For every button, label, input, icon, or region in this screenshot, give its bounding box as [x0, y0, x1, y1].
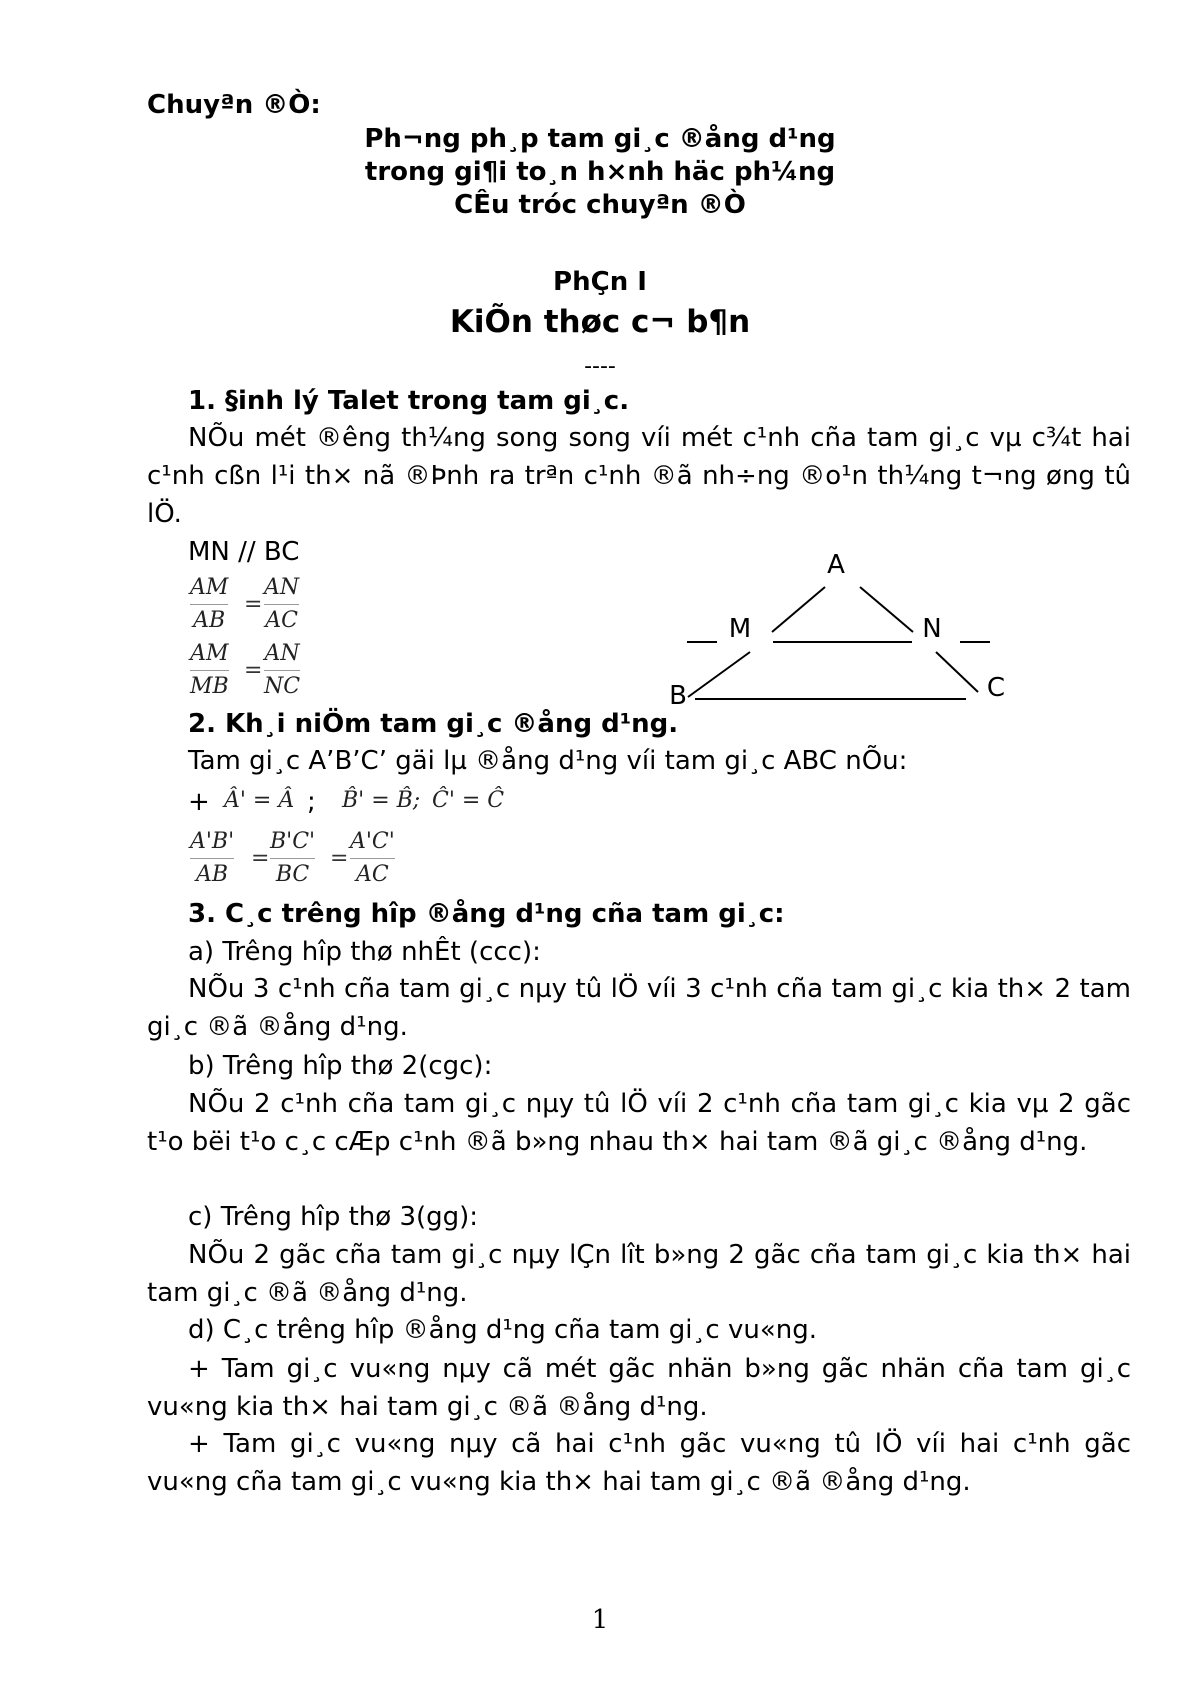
- section-2-heading: 2. Kh¸i niÖm tam gi¸c ®ång d¹ng.: [188, 709, 679, 739]
- fraction-an-ac: AN AC: [264, 575, 300, 633]
- plus-sign: +: [188, 787, 210, 817]
- doc-title-line-2: trong gi¶i to¸n h×nh häc ph¼ng: [364, 157, 836, 187]
- case-c-text: NÕu 2 gãc cña tam gi¸c nµy lÇn lît b»ng 2 gãc cña tam gi¸c kia th× hai tam gi¸c ®ã ®ång d¹ng.: [147, 1240, 1131, 1308]
- equals-sign: =: [330, 846, 349, 871]
- segment-an: [860, 587, 913, 632]
- vertex-c-label: C: [986, 673, 1006, 703]
- parallel-condition: MN // BC: [188, 537, 300, 567]
- segment-am: [772, 587, 825, 632]
- page-number: 1: [591, 1605, 609, 1635]
- vertex-a-label: A: [827, 550, 845, 580]
- case-d-title: d) C¸c trêng hîp ®ång d¹ng cña tam gi¸c vu«ng.: [188, 1315, 818, 1345]
- equals-sign: =: [244, 592, 263, 617]
- fraction-a1c1-ac: A'C' AC: [350, 829, 395, 887]
- case-d-text-1: + Tam gi¸c vu«ng nµy cã mét gãc nhän b»ng gãc nhän cña tam gi¸c vu«ng kia th× hai tam gi¸c ®ã ®ång d¹ng.: [147, 1354, 1131, 1422]
- topic-label: Chuyªn ®Ò:: [147, 90, 321, 120]
- case-b-text: NÕu 2 c¹nh cña tam gi¸c nµy tû lÖ víi 2 c¹nh cña tam gi¸c kia vµ 2 gãc t¹o bëi t¹o c¸c cÆp c¹nh ®ã b»ng nhau th× hai tam ®ã gi¸c ®ång d¹ng.: [147, 1089, 1131, 1157]
- fraction-a1b1-ab: A'B' AB: [190, 829, 235, 887]
- fraction-am-mb: AM MB: [190, 641, 229, 699]
- doc-title-line-3: CÊu tróc chuyªn ®Ò: [454, 190, 746, 220]
- section-3-heading: 3. C¸c trêng hîp ®ång d¹ng cña tam gi¸c:: [188, 899, 785, 929]
- angle-separator: ;: [307, 787, 316, 817]
- angle-c-equality: Ĉ' = Ĉ: [432, 788, 505, 813]
- part-label: PhÇn I: [553, 267, 647, 297]
- point-n-label: N: [922, 614, 942, 644]
- case-b-title: b) Trêng hîp thø 2(cgc):: [188, 1051, 493, 1081]
- vertex-b-label: B: [669, 681, 687, 711]
- section-1-paragraph: NÕu mét ®êng th¼ng song song víi mét c¹nh cña tam gi¸c vµ c¾t hai c¹nh cßn l¹i th× nã ®Þnh ra trªn c¹nh ®ã nh÷ng ®o¹n th¼ng t¬ng øng tû lÖ.: [147, 423, 1131, 529]
- equals-sign: =: [244, 658, 263, 683]
- section-1-heading: 1. §inh lý Talet trong tam gi¸c.: [188, 386, 630, 416]
- doc-title-line-1: Ph¬ng ph¸p tam gi¸c ®ång d¹ng: [364, 124, 836, 154]
- case-a-text: NÕu 3 c¹nh cña tam gi¸c nµy tû lÖ víi 3 c¹nh cña tam gi¸c kia th× 2 tam gi¸c ®ã ®ång d¹ng.: [147, 974, 1131, 1042]
- segment-mb: [688, 652, 750, 697]
- fraction-am-ab: AM AB: [190, 575, 229, 633]
- case-c-title: c) Trêng hîp thø 3(gg):: [188, 1202, 479, 1232]
- talet-triangle-diagram: [660, 540, 1020, 720]
- section-2-paragraph: Tam gi¸c A’B’C’ gäi lµ ®ång d¹ng víi tam gi¸c ABC nÕu:: [188, 746, 908, 776]
- point-m-label: M: [728, 614, 752, 644]
- equals-sign: =: [251, 846, 270, 871]
- case-d-text-2: + Tam gi¸c vu«ng nµy cã hai c¹nh gãc vu«ng tû lÖ víi hai c¹nh gãc vu«ng cña tam gi¸c vu«ng kia th× hai tam gi¸c ®ã ®ång d¹ng.: [147, 1429, 1131, 1497]
- fraction-an-nc: AN NC: [264, 641, 301, 699]
- fraction-b1c1-bc: B'C' BC: [270, 829, 316, 887]
- part-title: KiÕn thøc c¬ b¶n: [449, 304, 751, 340]
- segment-nc: [936, 652, 978, 692]
- part-divider: ----: [584, 354, 616, 379]
- angle-b-equality: B̂' = B̂;: [342, 788, 421, 813]
- case-a-title: a) Trêng hîp thø nhÊt (ccc):: [188, 937, 541, 967]
- angle-a-equality: Â' = Â: [224, 788, 295, 813]
